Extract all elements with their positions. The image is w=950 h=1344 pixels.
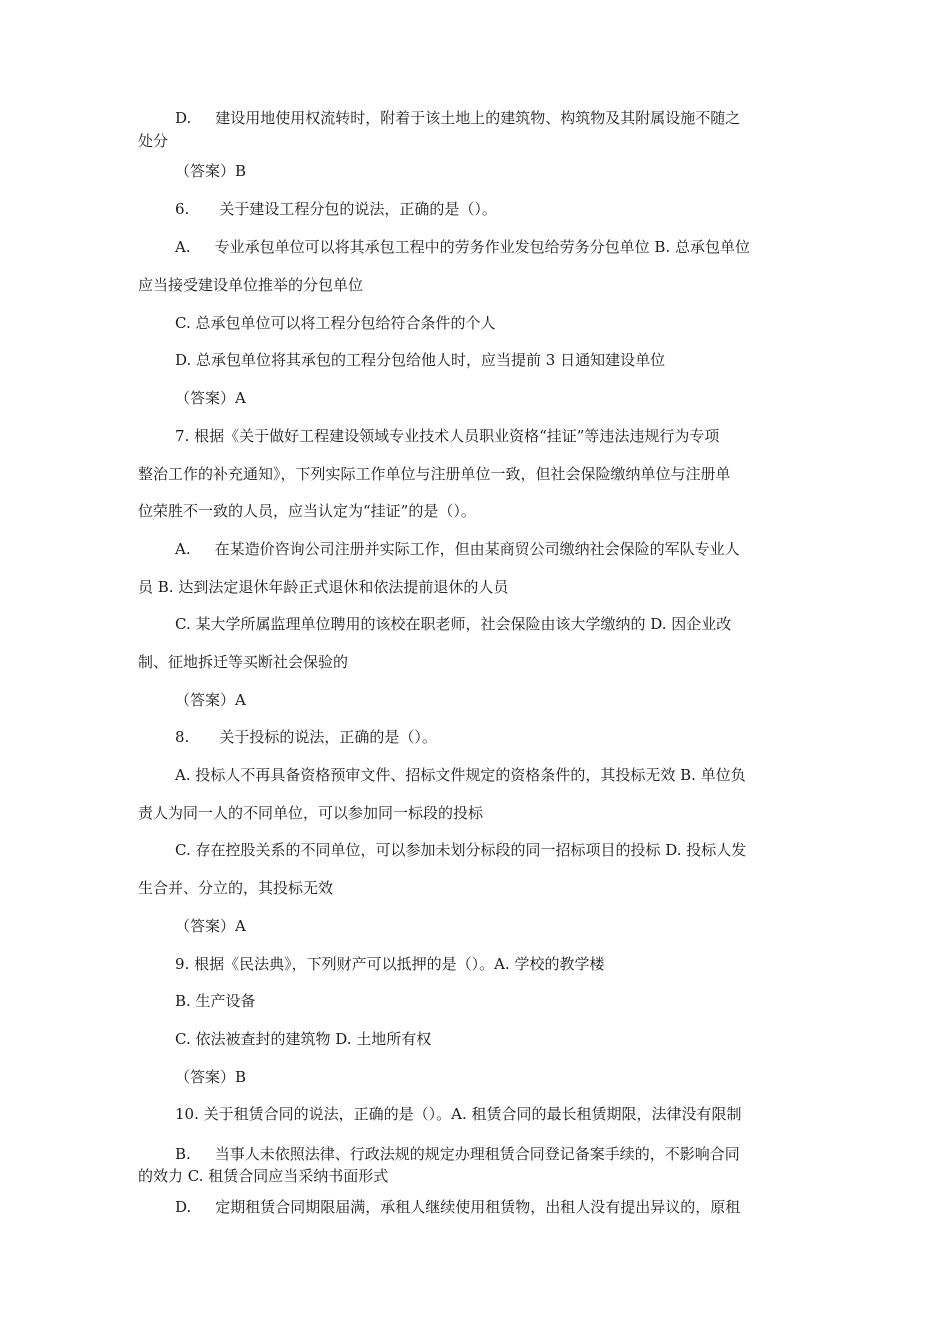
question-text: 关于投标的说法，正确的是（）。 (219, 728, 437, 746)
option-text: 专业承包单位可以将其承包工程中的劳务作业发包给劳务分包单位 B. 总承包单位 (214, 238, 750, 256)
q10-stem: 10. 关于租赁合同的说法，正确的是（）。A. 租赁合同的最长租赁期限，法律没有限制 (175, 1105, 742, 1123)
q5-option-d-line2: 处分 (138, 132, 169, 150)
q10-option-d-line1 (175, 1197, 740, 1217)
q6-option-d: D. 总承包单位将其承包的工程分包给他人时，应当提前 3 日通知建设单位 (175, 351, 666, 369)
option-text: 当事人未依照法律、行政法规的规定办理租赁合同登记备案手续的，不影响合同 (214, 1145, 740, 1163)
option-text: 建设用地使用权流转时，附着于该土地上的建筑物、构筑物及其附属设施不随之 (215, 109, 741, 127)
q8-option-c-line1: C. 存在控股关系的不同单位，可以参加未划分标段的同一招标项目的投标 D. 投标人发 (175, 841, 747, 859)
q6-option-a-line1 (175, 237, 750, 257)
q6-answer: （答案）A (175, 389, 246, 407)
q10-option-b-line1 (175, 1144, 740, 1164)
q7-stem-line1: 7. 根据《关于做好工程建设领域专业技术人员职业资格“挂证”等违法违规行为专项 (175, 427, 720, 445)
option-text: 在某造价咨询公司注册并实际工作，但由某商贸公司缴纳社会保险的军队专业人 (214, 540, 740, 558)
q7-option-c-line2: 制、征地拆迁等买断社会保验的 (138, 653, 349, 671)
option-text: 定期租赁合同期限届满，承租人继续使用租赁物，出租人没有提出异议的，原租 (215, 1198, 741, 1216)
q5-answer: （答案）B (175, 162, 247, 180)
q7-stem-line2: 整治工作的补充通知》，下列实际工作单位与注册单位一致，但社会保险缴纳单位与注册单 (138, 465, 731, 483)
q9-stem: 9. 根据《民法典》，下列财产可以抵押的是（）。A. 学校的教学楼 (175, 955, 605, 973)
option-label: A. (175, 540, 191, 558)
q6-option-a-line2: 应当接受建设单位推举的分包单位 (138, 276, 364, 294)
question-text: 关于建设工程分包的说法，正确的是（）。 (219, 200, 497, 218)
q9-option-c: C. 依法被查封的建筑物 D. 土地所有权 (175, 1030, 432, 1048)
option-label: A. (175, 238, 191, 256)
question-number: 8. (175, 728, 190, 746)
option-label: D. (175, 109, 192, 127)
q6-option-c: C. 总承包单位可以将工程分包给符合条件的个人 (175, 314, 496, 332)
q7-option-a-line2: 员 B. 达到法定退休年龄正式退休和依法提前退休的人员 (138, 578, 509, 596)
q8-option-a-line1: A. 投标人不再具备资格预审文件、招标文件规定的资格条件的，其投标无效 B. 单位负 (175, 766, 746, 784)
q8-stem (175, 727, 437, 747)
q7-answer: （答案）A (175, 691, 246, 709)
q6-stem (175, 199, 497, 219)
q8-answer: （答案）A (175, 917, 246, 935)
option-label: D. (175, 1198, 192, 1216)
q8-option-c-line2: 生合并、分立的，其投标无效 (138, 879, 334, 897)
q9-answer: （答案）B (175, 1068, 247, 1086)
question-number: 6. (175, 200, 190, 218)
q9-option-b: B. 生产设备 (175, 992, 256, 1010)
q8-option-a-line2: 责人为同一人的不同单位，可以参加同一标段的投标 (138, 804, 484, 822)
q10-option-b-line2: 的效力 C. 租赁合同应当采纳书面形式 (138, 1167, 389, 1185)
q5-option-d-line1 (175, 108, 740, 128)
q7-stem-line3: 位荣胜不一致的人员，应当认定为“挂证”的是（）。 (138, 502, 476, 520)
q7-option-a-line1 (175, 539, 740, 559)
q7-option-c-line1: C. 某大学所属监理单位聘用的该校在职老师，社会保险由该大学缴纳的 D. 因企业改 (175, 615, 732, 633)
option-label: B. (175, 1145, 191, 1163)
